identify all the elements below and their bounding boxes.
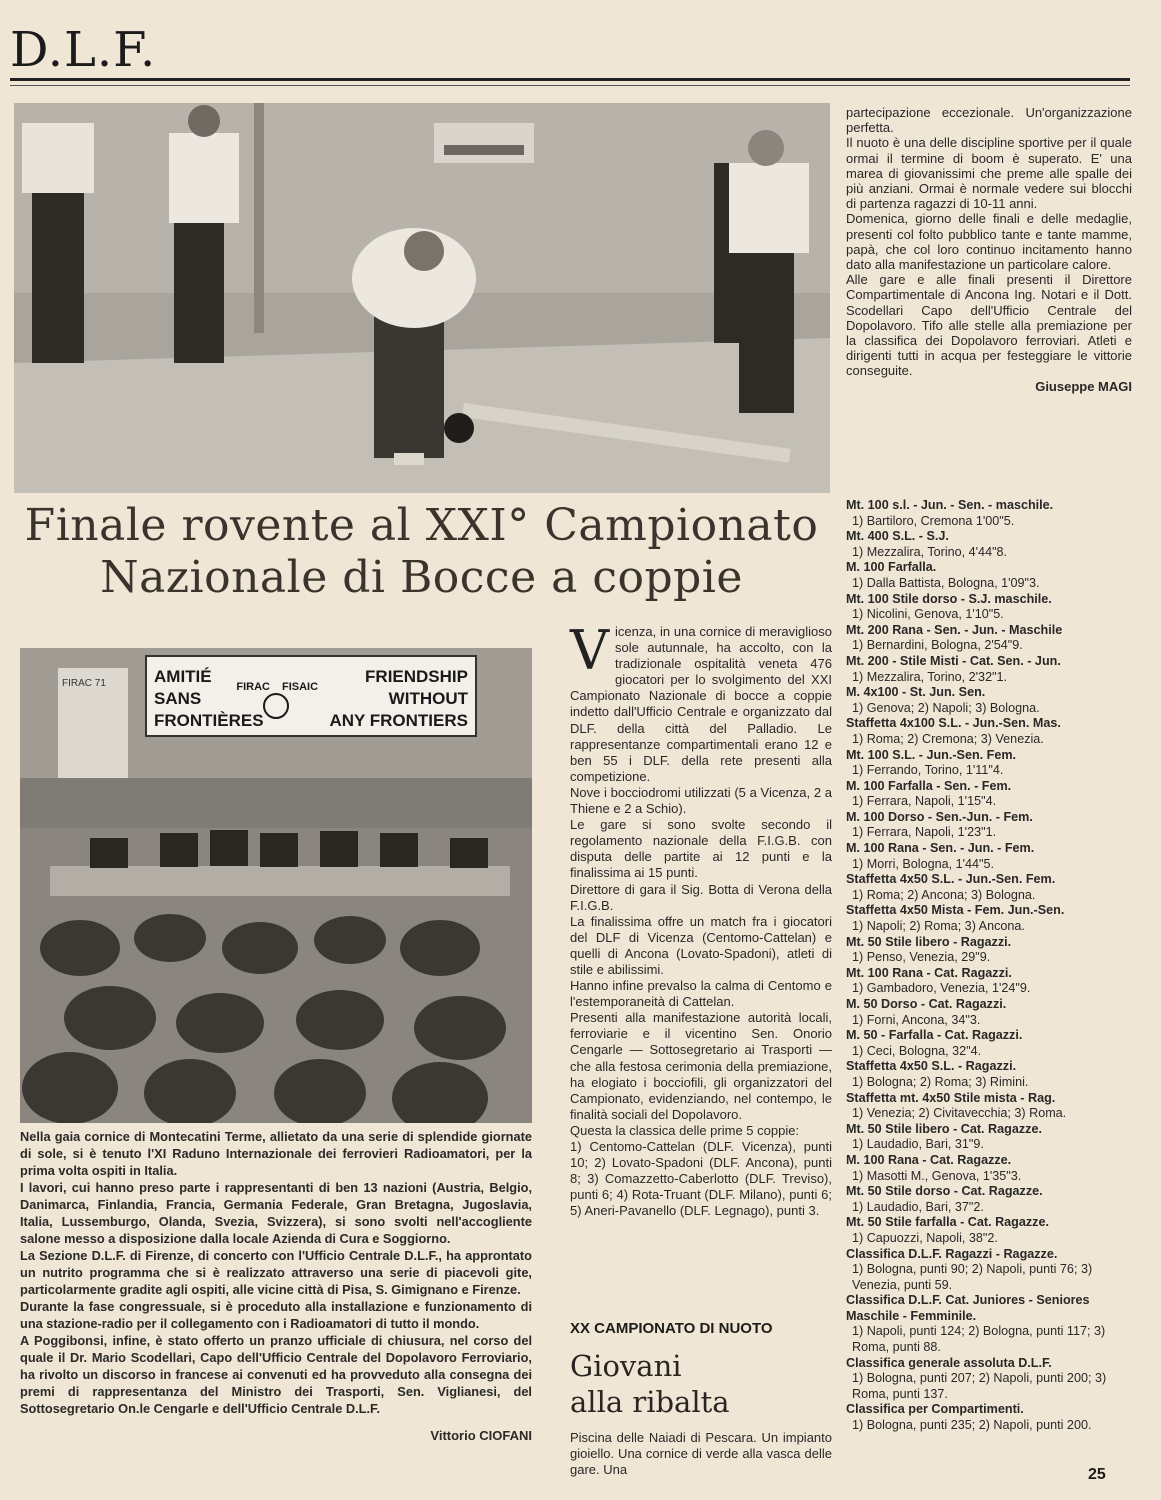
result-event: M. 100 Dorso - Sen.-Jun. - Fem. <box>846 809 1033 824</box>
banner-right-bottom: ANY FRONTIERS <box>329 711 468 730</box>
article-paragraph: Direttore di gara il Sig. Botta di Verona della F.I.G.B. <box>570 881 832 913</box>
banner-left-bottom: FRONTIÈRES <box>154 711 264 730</box>
result-value: 1) Laudadio, Bari, 31"9. <box>852 1137 984 1152</box>
nuoto-title-line-1: Giovani <box>570 1349 682 1383</box>
result-item <box>846 966 1132 997</box>
article-nuoto-continued <box>846 105 1132 394</box>
nuoto-author: Giuseppe MAGI <box>1035 378 1132 394</box>
result-value: 1) Ferrara, Napoli, 1'15"4. <box>852 794 997 809</box>
result-item <box>846 716 1132 747</box>
article-paragraph: Nove i bocciodromi utilizzati (5 a Vicenza, 2 a Thiene e 2 a Schio). <box>570 784 832 817</box>
result-value: 1) Mezzalira, Torino, 4'44"8. <box>852 544 1008 559</box>
article-paragraph: Presenti alla manifestazione autorità locali, ferroviarie e il vicentino Sen. Onorio Cengarle — Sottosegretario ai Trasporti — che alla festosa cerimonia della premiazione, ha elogiato i bocciofili, gli organizzatori del Campionato, evidenziando, nel contempo, le finalità sociali del Dopolavoro. <box>570 1010 832 1122</box>
caption-paragraph: Durante la fase congressuale, si è proceduto alla installazione e funzionamento di una stazione-radio per il collegamento con i Radioamatori di tutto il mondo. <box>20 1299 532 1331</box>
result-event: M. 100 Rana - Cat. Ragazze. <box>846 1152 1012 1167</box>
result-item <box>846 1184 1132 1215</box>
banner-left-mid: SANS <box>154 689 202 708</box>
result-value: 1) Gambadoro, Venezia, 1'24"9. <box>852 981 1031 996</box>
banner-logo-right: FISAIC <box>282 681 319 693</box>
result-value: 1) Forni, Ancona, 34"3. <box>852 1012 981 1027</box>
page-number: 25 <box>1088 1466 1106 1483</box>
result-event: Mt. 100 S.L. - Jun.-Sen. Fem. <box>846 747 1017 762</box>
result-value: 1) Bologna, punti 207; 2) Napoli, punti 200; 3) Roma, punti 137. <box>852 1371 1107 1401</box>
banner-left-top: AMITIÉ <box>154 667 212 686</box>
article-paragraph: icenza, in una cornice di meraviglioso sole autunnale, ha accolto, con la tradizionale ospitalità veneta 476 giocatori per lo svolgimento del XXI Campionato Nazionale di bocce a coppie indetto dall'Ufficio Centrale e organizzato dal DLF. della città del Palladio. Le rappresentanze compartimentali erano 12 e ben 55 i DLF. della rete presenti alla competizione. <box>570 624 832 784</box>
nuoto-kicker: XX CAMPIONATO DI NUOTO <box>570 1320 773 1337</box>
result-event: Staffetta 4x50 S.L. - Ragazzi. <box>846 1059 1017 1074</box>
result-item <box>846 1356 1132 1403</box>
result-item <box>846 810 1132 841</box>
banner-side-sign: FIRAC 71 <box>62 678 106 689</box>
article-paragraph: Le gare si sono svolte secondo il regolamento nazionale della F.I.G.B. con disputa delle partite ai 12 punti e la finalissima ai 15 punti. <box>570 817 832 881</box>
result-value: 1) Venezia; 2) Civitavecchia; 3) Roma. <box>852 1106 1067 1121</box>
result-value: 1) Nicolini, Genova, 1'10"5. <box>852 607 1004 622</box>
result-value: 1) Roma; 2) Ancona; 3) Bologna. <box>852 887 1036 902</box>
result-event: M. 100 Farfalla - Sen. - Fem. <box>846 778 1012 793</box>
result-item <box>846 1059 1132 1090</box>
result-event: Mt. 50 Stile libero - Ragazzi. <box>846 934 1012 949</box>
result-value: 1) Capuozzi, Napoli, 38"2. <box>852 1230 998 1245</box>
result-value: 1) Ferrara, Napoli, 1'23"1. <box>852 825 997 840</box>
result-event: Classifica per Compartimenti. <box>846 1402 1024 1417</box>
banner-right-top: FRIENDSHIP <box>365 667 468 686</box>
result-item <box>846 1215 1132 1246</box>
result-event: Mt. 200 Rana - Sen. - Jun. - Maschile <box>846 622 1063 637</box>
banner-right-mid: WITHOUT <box>388 689 468 708</box>
result-item <box>846 1293 1132 1355</box>
result-value: 1) Laudadio, Bari, 37"2. <box>852 1199 984 1214</box>
caption-author: Vittorio CIOFANI <box>430 1428 532 1443</box>
headline-line-2: Nazionale di Bocce a coppie <box>100 552 743 603</box>
headline-line-1: Finale rovente al XXI° Campionato <box>24 500 819 551</box>
result-item <box>846 592 1132 623</box>
nuoto-title-line-2: alla ribalta <box>570 1385 730 1419</box>
result-event: Staffetta 4x50 S.L. - Jun.-Sen. Fem. <box>846 872 1056 887</box>
caption-paragraph: La Sezione D.L.F. di Firenze, di concerto con l'Ufficio Centrale D.L.F., ha approntato un nutrito programma che si è realizzato attraverso una serie di piacevoli gite, particolarmente gradite agli ospiti, alle vicine città di Pisa, S. Gimignano e Firenze. <box>20 1248 532 1297</box>
result-event: Staffetta mt. 4x50 Stile mista - Rag. <box>846 1090 1056 1105</box>
result-value: 1) Napoli, punti 124; 2) Bologna, punti 117; 3) Roma, punti 88. <box>852 1324 1106 1355</box>
article-paragraph: Domenica, giorno delle finali e delle medaglie, presenti col folto pubblico tante e tante mamme, papà, che col loro continuo incitamento hanno dato alla manifestazione un particolare calore. <box>846 211 1132 273</box>
masthead: D.L.F. <box>10 22 157 78</box>
article-paragraph: Alle gare e alle finali presenti il Direttore Compartimentale di Ancona Ing. Notari e il Dott. Scodellari Capo dell'Ufficio Centrale del Dopolavoro. Tifo alle stelle alla premiazione per la classifica dei Dopolavoro ferroviari. Atleti e dirigenti tutti in acqua per festeggiare le vittorie conseguite. <box>846 272 1132 379</box>
result-event: Mt. 200 - Stile Misti - Cat. Sen. - Jun. <box>846 653 1061 668</box>
result-item <box>846 560 1132 591</box>
bocce-photo <box>14 103 830 493</box>
caption-paragraph: A Poggibonsi, infine, è stato offerto un pranzo ufficiale di chiusura, nel corso del quale il Dr. Mario Scodellari, Capo dell'Ufficio Centrale del Dopolavoro Ferroviario, ha rivolto un discorso in francese ai convenuti ed ha provveduto alla consegna dei premi di rappresentanza del Ministro dei Trasporti, Sen. Viglianesi, del Sottosegretario On.le Cengarle e dell'Ufficio Centrale D.L.F. <box>20 1333 532 1416</box>
result-event: Classifica D.L.F. Cat. Juniores - Seniores Maschile - Femminile. <box>846 1293 1090 1323</box>
result-event: Mt. 50 Stile farfalla - Cat. Ragazze. <box>846 1215 1049 1230</box>
result-item <box>846 1028 1132 1059</box>
result-item <box>846 872 1132 903</box>
result-item <box>846 779 1132 810</box>
result-value: 1) Morri, Bologna, 1'44"5. <box>852 856 994 871</box>
conference-photo <box>20 648 532 1123</box>
nuoto-intro: Piscina delle Naiadi di Pescara. Un impianto gioiello. Una cornice di verde alla vasca delle gare. Una <box>570 1430 832 1477</box>
result-event: Classifica D.L.F. Ragazzi - Ragazze. <box>846 1246 1058 1261</box>
result-value: 1) Bologna, punti 235; 2) Napoli, punti 200. <box>852 1418 1092 1433</box>
caption-paragraph: I lavori, cui hanno preso parte i rappresentanti di ben 13 nazioni (Austria, Belgio, Danimarca, Finlandia, Francia, Germania Federale, Gran Bretagna, Jugoslavia, Italia, Lussemburgo, Olanda, Svezia, Svizzera), si sono svolti nell'accogliente salone messo a disposizione dalla locale Azienda di Cura e Soggiorno. <box>20 1180 532 1246</box>
result-item <box>846 748 1132 779</box>
article-paragraph: 1) Centomo-Cattelan (DLF. Vicenza), punti 10; 2) Lovato-Spadoni (DLF. Ancona), punti 8; 3) Comazzetto-Caberlotto (DLF. Treviso), punti 6; 4) Rota-Truant (DLF. Milano), punti 6; 5) Aneri-Pavanello (DLF. Legnago), punti 3. <box>570 1139 832 1219</box>
result-event: Classifica generale assoluta D.L.F. <box>846 1355 1052 1370</box>
result-event: Mt. 50 Stile libero - Cat. Ragazze. <box>846 1121 1042 1136</box>
caption-radioamatori <box>20 1128 532 1444</box>
result-item <box>846 841 1132 872</box>
result-item <box>846 935 1132 966</box>
result-item <box>846 1153 1132 1184</box>
result-item <box>846 529 1132 560</box>
result-event: Mt. 400 S.L. - S.J. <box>846 529 949 544</box>
result-value: 1) Masotti M., Genova, 1'35"3. <box>852 1168 1022 1183</box>
banner-logo-left: FIRAC <box>236 681 270 693</box>
result-event: Mt. 100 s.l. - Jun. - Sen. - maschile. <box>846 498 1054 512</box>
article-paragraph: partecipazione eccezionale. Un'organizzazione perfetta. <box>846 105 1132 136</box>
article-paragraph: Il nuoto è una delle discipline sportive per il quale ormai il termine di boom è superato. E' una marea di giovanissimi che preme alle spalle dei più anziani. Ormai è normale vedere sui blocchi di partenza ragazzi di 10-11 anni. <box>846 135 1132 212</box>
result-value: 1) Napoli; 2) Roma; 3) Ancona. <box>852 919 1025 934</box>
article-bocce <box>570 619 832 1219</box>
results-list <box>846 498 1132 1434</box>
result-value: 1) Bartiloro, Cremona 1'00"5. <box>852 513 1015 528</box>
result-value: 1) Bernardini, Bologna, 2'54"9. <box>852 638 1023 653</box>
result-item <box>846 1091 1132 1122</box>
result-item <box>846 654 1132 685</box>
result-item <box>846 498 1132 529</box>
result-value: 1) Penso, Venezia, 29"9. <box>852 950 991 965</box>
masthead-rule-thin <box>10 85 1130 86</box>
result-event: M. 50 Dorso - Cat. Ragazzi. <box>846 997 1007 1011</box>
result-value: 1) Bologna, punti 90; 2) Napoli, punti 76; 3) Venezia, punti 59. <box>852 1262 1093 1292</box>
result-value: 1) Ceci, Bologna, 32"4. <box>852 1043 982 1058</box>
result-value: 1) Dalla Battista, Bologna, 1'09"3. <box>852 575 1040 590</box>
result-event: Mt. 50 Stile dorso - Cat. Ragazze. <box>846 1184 1043 1199</box>
result-item <box>846 1247 1132 1294</box>
headline <box>14 500 829 604</box>
dropcap: V <box>570 619 609 682</box>
nuoto-title <box>570 1348 832 1420</box>
result-event: Mt. 100 Stile dorso - S.J. maschile. <box>846 591 1052 606</box>
result-event: Staffetta 4x50 Mista - Fem. Jun.-Sen. <box>846 903 1065 918</box>
result-event: M. 100 Rana - Sen. - Jun. - Fem. <box>846 841 1035 856</box>
result-event: M. 100 Farfalla. <box>846 560 937 575</box>
result-value: 1) Ferrando, Torino, 1'11"4. <box>852 763 1004 778</box>
result-value: 1) Roma; 2) Cremona; 3) Venezia. <box>852 731 1044 746</box>
result-item <box>846 623 1132 654</box>
result-item <box>846 1402 1132 1433</box>
article-paragraph: Questa la classica delle prime 5 coppie: <box>570 1122 800 1138</box>
caption-paragraph: Nella gaia cornice di Montecatini Terme, allietato da una serie di splendide giornate di sole, si è tenuto l'XI Raduno Internazionale dei ferrovieri Radioamatori, per la prima volta ospiti in Italia. <box>20 1129 532 1178</box>
result-item <box>846 685 1132 716</box>
masthead-rule <box>10 78 1130 81</box>
result-value: 1) Bologna; 2) Roma; 3) Rimini. <box>852 1074 1029 1089</box>
result-item <box>846 997 1132 1028</box>
article-paragraph: Hanno infine prevalso la calma di Centomo e l'estemporaneità di Cattelan. <box>570 978 832 1010</box>
article-paragraph: La finalissima offre un match fra i giocatori del DLF di Vicenza (Centomo-Cattelan) e quelli di Ancona (Lovato-Spadoni), atleti di stile e abilissimi. <box>570 913 832 977</box>
result-event: M. 4x100 - St. Jun. Sen. <box>846 685 986 700</box>
result-item <box>846 1122 1132 1153</box>
result-event: Mt. 100 Rana - Cat. Ragazzi. <box>846 965 1012 980</box>
result-value: 1) Mezzalira, Torino, 2'32"1. <box>852 669 1008 684</box>
result-event: M. 50 - Farfalla - Cat. Ragazzi. <box>846 1028 1023 1043</box>
result-event: Staffetta 4x100 S.L. - Jun.-Sen. Mas. <box>846 716 1061 731</box>
result-value: 1) Genova; 2) Napoli; 3) Bologna. <box>852 700 1040 715</box>
result-item <box>846 903 1132 934</box>
